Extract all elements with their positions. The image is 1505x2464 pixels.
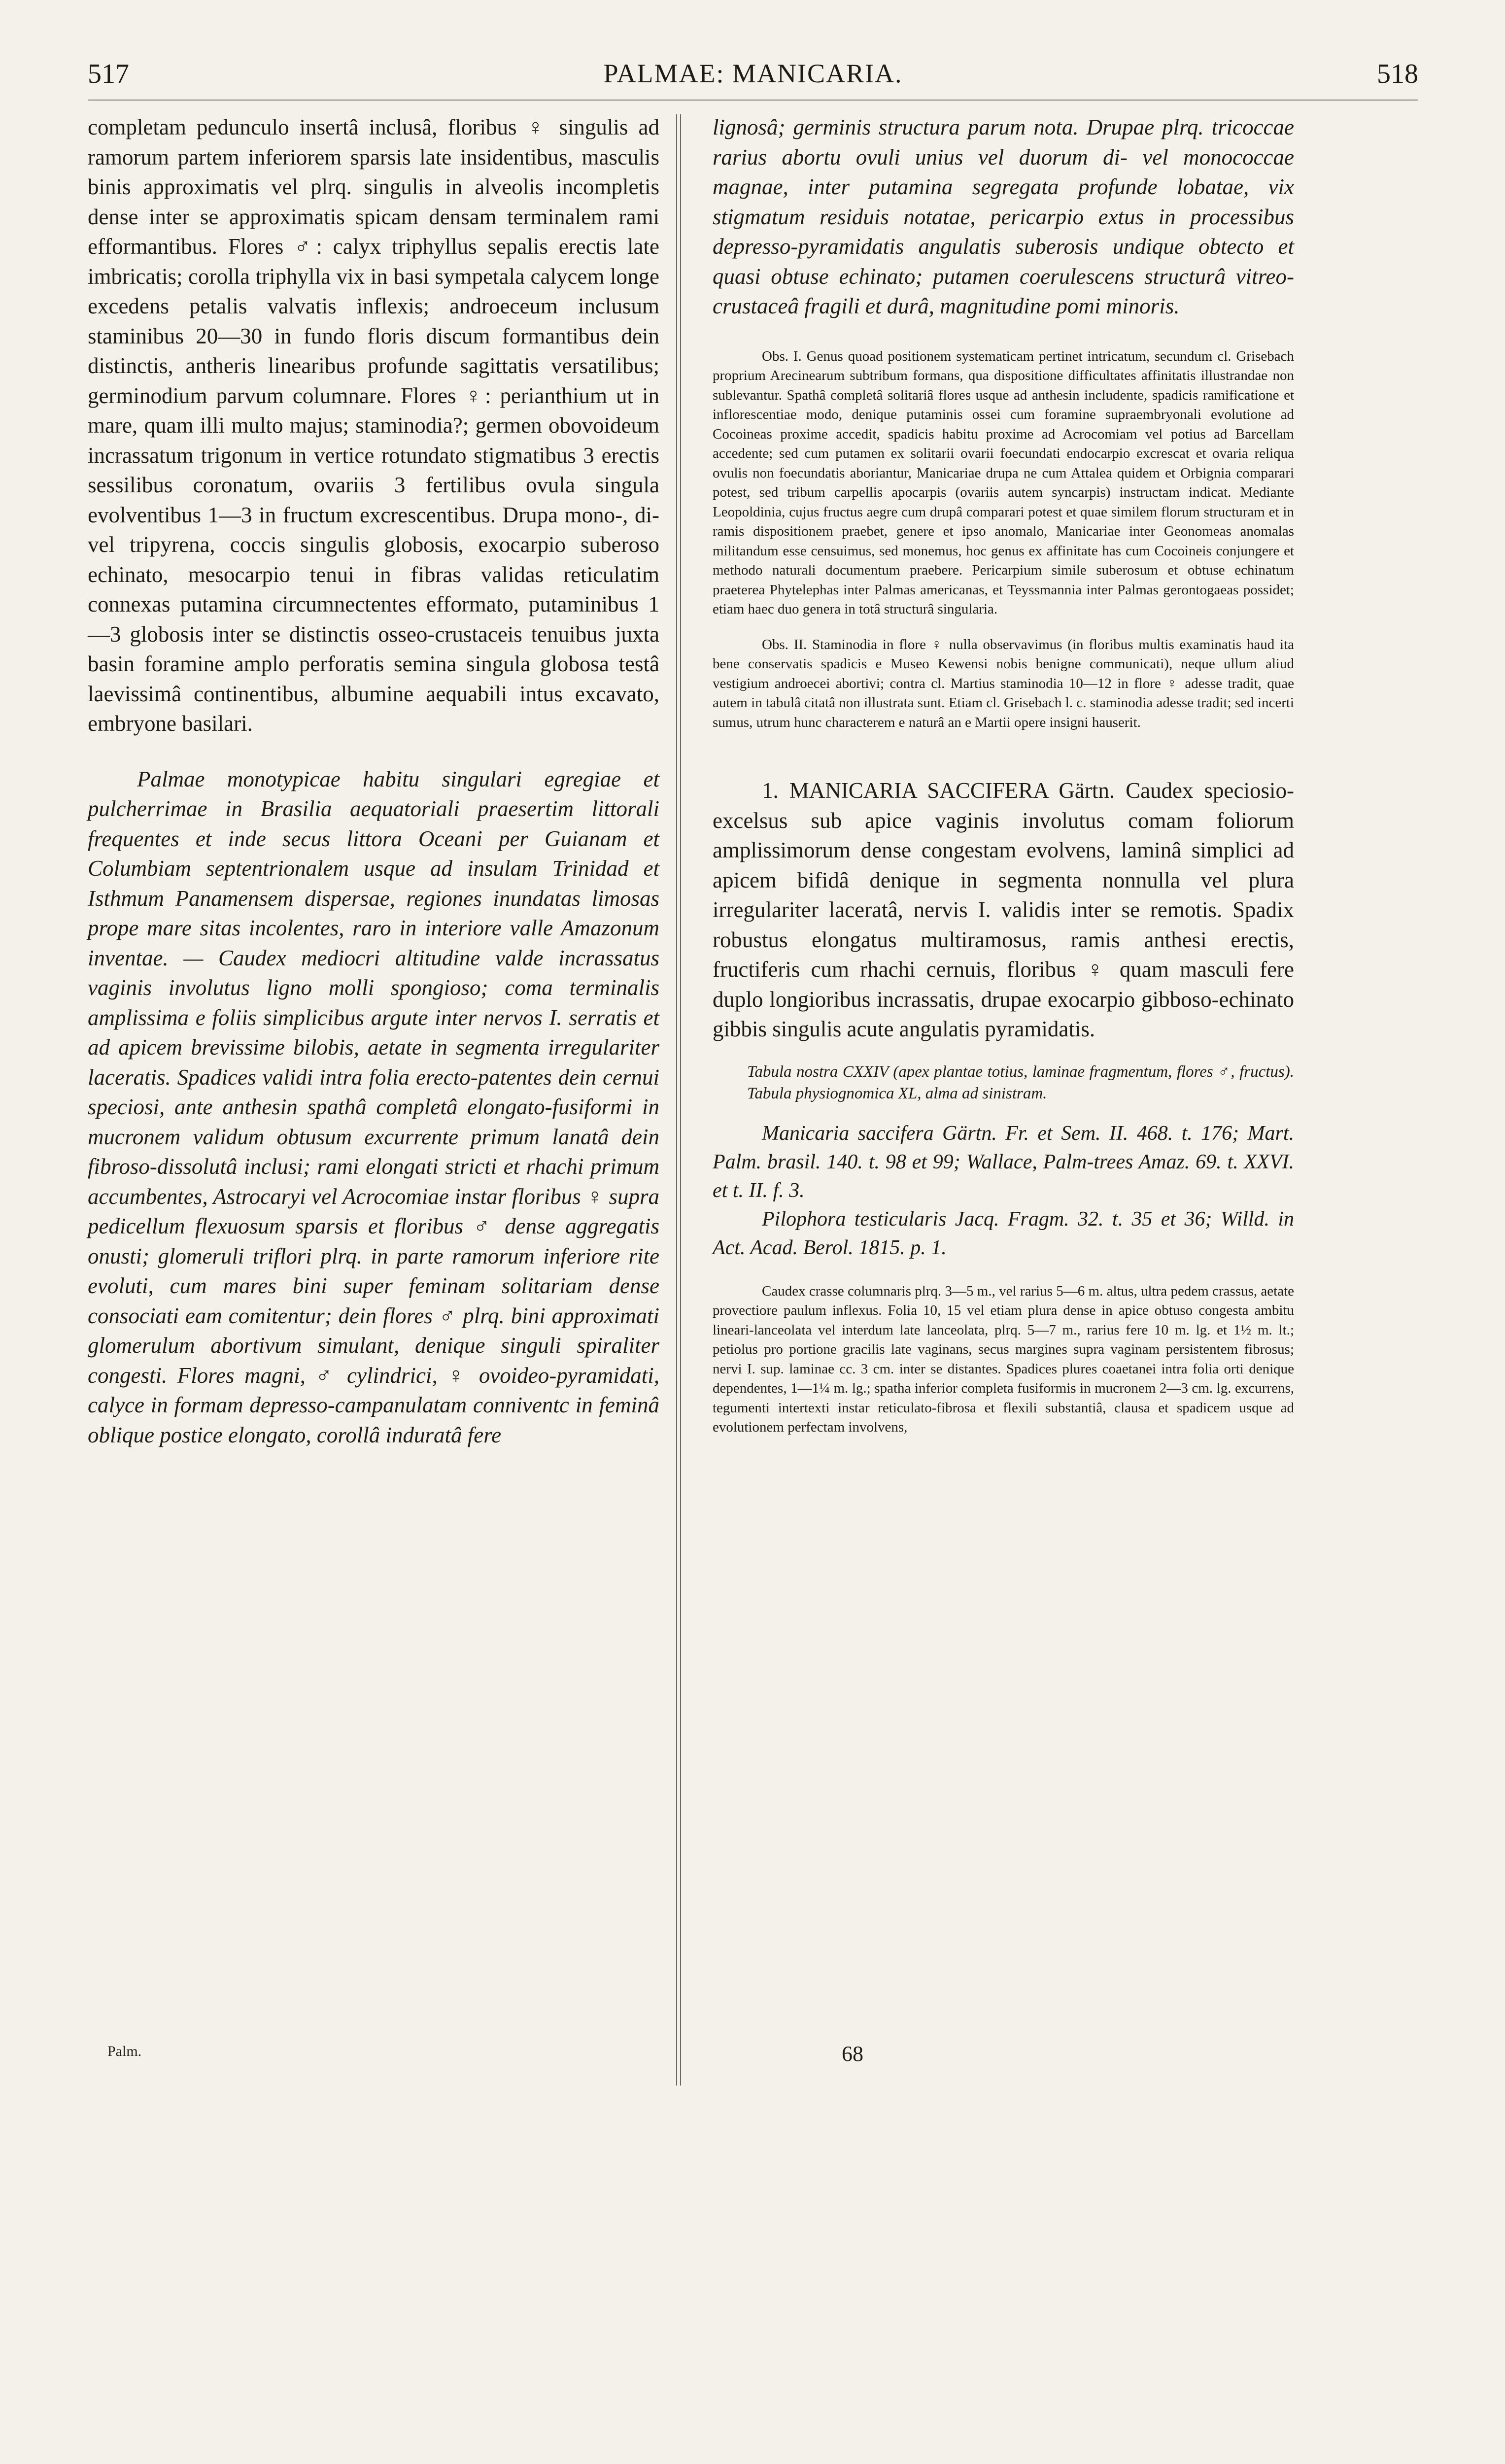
genus-habit-paragraph: Palmae monotypicae habitu singulari egregiae et pulcherrimae in Brasilia aequatoriali praesertim littorali frequentes et inde secus littora Oceani per Guianam et Columbiam septentrionalem usque ad insulam Trinidad et Isthmum Panamensem dispersae, regiones inundatas limosas prope mare sitas incolentes, raro in interiore valle Amazonum inventae. — Caudex mediocri altitudine valde incrassatus vaginis involutus ligno molli spongioso; coma terminalis amplissima e foliis simplicibus argute inter nervos I. serratis et ad apicem brevissime bilobis, aetate in segmenta irregulariter laceratis. Spadices validi intra folia erecto-patentes dein cernui speciosi, ante anthesin spathâ completâ elongato-fusiformi in mucronem validum obtusum excurrente primum lanatâ dein fibroso-dissolutâ inclusi; rami elongati stricti et rhachi primum accumbentes, Astrocaryi vel Acrocomiae instar floribus ♀ supra pedicellum flexuosum sparsis et floribus ♂ dense aggregatis onusti; glomeruli triflori plrq. in parte ramorum inferiore rite evoluti, cum mares bini super feminam solitariam dense consociati eam comitentur; dein flores ♂ plrq. bini approximati glomerulum abortivum simulant, denique singuli spiraliter congesti. Flores magni, ♂ cylindrici, ♀ ovoideo-pyramidati, calyce in formam depresso-campanulatam conniventc in feminâ oblique postice elongato, corollâ induratâ fere	[88, 766, 659, 1447]
running-header	[88, 58, 1418, 98]
species-description: 1. MANICARIA SACCIFERA Gärtn. Caudex speciosio-excelsus sub apice vaginis involutus comam foliorum amplissimorum dense congestam evolvens, laminâ simplici ad apicem bifidâ denique in segmenta nonnulla vel plura irregulariter laceratâ, nervis I. validis inter se remotis. Spadix robustus elongatus multiramosus, ramis anthesi erectis, fructiferis cum rhachi cernuis, floribus ♀ quam masculi fere duplo longioribus incrassatis, drupae exocarpio gibboso-echinato gibbis singulis acute angulatis pyramidatis.	[713, 778, 1294, 1041]
species-detailed-description: Caudex crasse columnaris plrq. 3—5 m., vel rarius 5—6 m. altus, ultra pedem crassus, aetate provectiore paulum inflexus. Folia 10, 15 vel etiam plura dense in apice obtuso congesta ambitu lineari-lanceolata vel interdum late lanceolata, plrq. 5—7 m., rarius fere 10 m. lg. et 1½ m. lt.; petiolus pro portione gracilis late vaginans, secus margines supra vaginam persistentem fibrosus; nervi I. sup. laminae cc. 3 cm. inter se distantes. Spadices plures coaetanei intra folia orti denique dependentes, 1—1¼ m. lg.; spatha inferior completa fusiformis in mucronem 2—3 cm. lg. excurrens, tegumenti intertexti instar reticulato-fibrosa et flexili substantiâ, clausa et spadicem usque ad evolutionem perfectam involvens,	[713, 1283, 1294, 1435]
header-rule	[88, 100, 1418, 101]
column-divider	[676, 114, 677, 2086]
observation-two: Obs. II. Staminodia in flore ♀ nulla observavimus (in floribus multis examinatis haud ita bene conservatis spadicis e Museo Kewensi nobis benigne communicati), neque ullum aliud vestigium androecei abortivi; contra cl. Martius staminodia 10—12 in flore ♀ adesse tradit, quae autem in tabulâ citatâ non illustrata sunt. Etiam cl. Grisebach l. c. staminodia adesse tradit; sed incerti sumus, utrum hunc characterem e naturâ an e Martii opere insigni hauserit.	[713, 636, 1294, 730]
genus-description: completam pedunculo insertâ inclusâ, floribus ♀ singulis ad ramorum partem inferiorem sparsis late insidentibus, masculis binis approximatis vel plrq. singulis in alveolis incompletis dense inter se approximatis spicam densam terminalem rami efformantibus. Flores ♂: calyx triphyllus sepalis erectis late imbricatis; corolla triphylla vix in basi sympetala calycem longe excedens petalis valvatis inflexis; androeceum inclusum staminibus 20—30 in fundo floris discum formantibus dein distinctis, antheris linearibus profunde sagittatis versatilibus; germinodium parvum columnare. Flores ♀: perianthium ut in mare, quam illi multo majus; staminodia?; germen obovoideum incrassatum trigonum in vertice rotundato stigmatibus 3 erectis sessilibus coronatum, ovariis 3 fertilibus ovula singula evolventibus 1—3 in fructum excrescentibus. Drupa mono-, di- vel tripyrena, coccis singulis globosis, exocarpio suberoso echinato, mesocarpio tenui in fibras validas reticulatim connexas putamina circumnectentes efformato, putaminibus 1—3 globosis inter se distinctis osseo-crustaceis tenuibus juxta basin foramine amplo perforatis semina singula globosa testâ laevissimâ continentibus, albumine aequabili intus excavato, embryone basilari.	[88, 115, 659, 736]
running-title: PALMAE: MANICARIA.	[603, 59, 903, 88]
footer-signature-label: Palm.	[107, 2043, 142, 2059]
page-number-right: 518	[1377, 59, 1418, 89]
column-divider-double	[680, 114, 681, 2086]
plate-reference: Tabula nostra CXXIV (apex plantae totius, laminae fragmentum, flores ♂, fructus). Tabula physiognomica XL, alma ad sinistram.	[747, 1062, 1294, 1102]
observation-one: Obs. I. Genus quoad positionem systematicam pertinet intricatum, secundum cl. Grisebach proprium Arecinearum subtribum formans, qua dispositione difficultates affinitatis illustrandae non sublevantur. Spathâ completâ solitariâ flores usque ad anthesin includente, spadicis ramificatione et inflorescentiae modo, denique putaminis ossei cum foramine supraembryonali evolutione ad Cocoineas proxime accedit, spadicis habitu proxime ad Acrocomiam vel potius ad Barcellam accedente; sed cum putamen ex solitarii ovarii foecundati endocarpio excrescat et ovaria reliqua ovulis non foecundatis aboriantur, Manicariae drupa ne cum Attalea quidem et Orbignia comparari potest, sed tribum carpellis apocarpis (ovariis autem syncarpis) instructam indicat. Mediante Leopoldinia, cujus fructus aegre cum drupâ comparari potest et quae similem florum structuram et in ramis dispositionem praebet, genere et ipso anomalo, Manicariae inter Geonomeas anomalas militandum esse censuimus, sed monemus, hoc genus ex affinitate has cum Cocoineis conjungere et methodo naturali documentum praebere. Pericarpium simile suberosum et obtuse echinatum praeterea Phytelephas inter Palmas americanas, et Teyssmannia inter Palmas gerontogaeas possidet; etiam haec duo genera in totâ structurâ singularia.	[713, 348, 1294, 617]
page-number-left: 517	[88, 59, 129, 89]
genus-description-continued: lignosâ; germinis structura parum nota. Drupae plrq. tricoccae rarius abortu ovuli unius vel duorum di- vel monococcae magnae, inter putamina segregata profunde lobatae, vix stigmatum residuis notatae, pericarpio extus in processibus depresso-pyramidatis angulatis suberosis undique obtecto et quasi obtuse echinato; putamen coerulescens structurâ vitreo-crustaceâ fragili et durâ, magnitudine pomi minoris.	[713, 115, 1294, 318]
left-column	[88, 112, 659, 1450]
right-column	[713, 112, 1294, 1437]
synonymy-second: Pilophora testicularis Jacq. Fragm. 32. t. 35 et 36; Willd. in Act. Acad. Berol. 1815. p. 1.	[713, 1207, 1294, 1259]
synonymy: Manicaria saccifera Gärtn. Fr. et Sem. II. 468. t. 176; Mart. Palm. brasil. 140. t. 98 et 99; Wallace, Palm-trees Amaz. 69. t. XXVI. et t. II. f. 3.	[713, 1122, 1294, 1202]
sheet-signature-number: 68	[842, 2042, 863, 2066]
